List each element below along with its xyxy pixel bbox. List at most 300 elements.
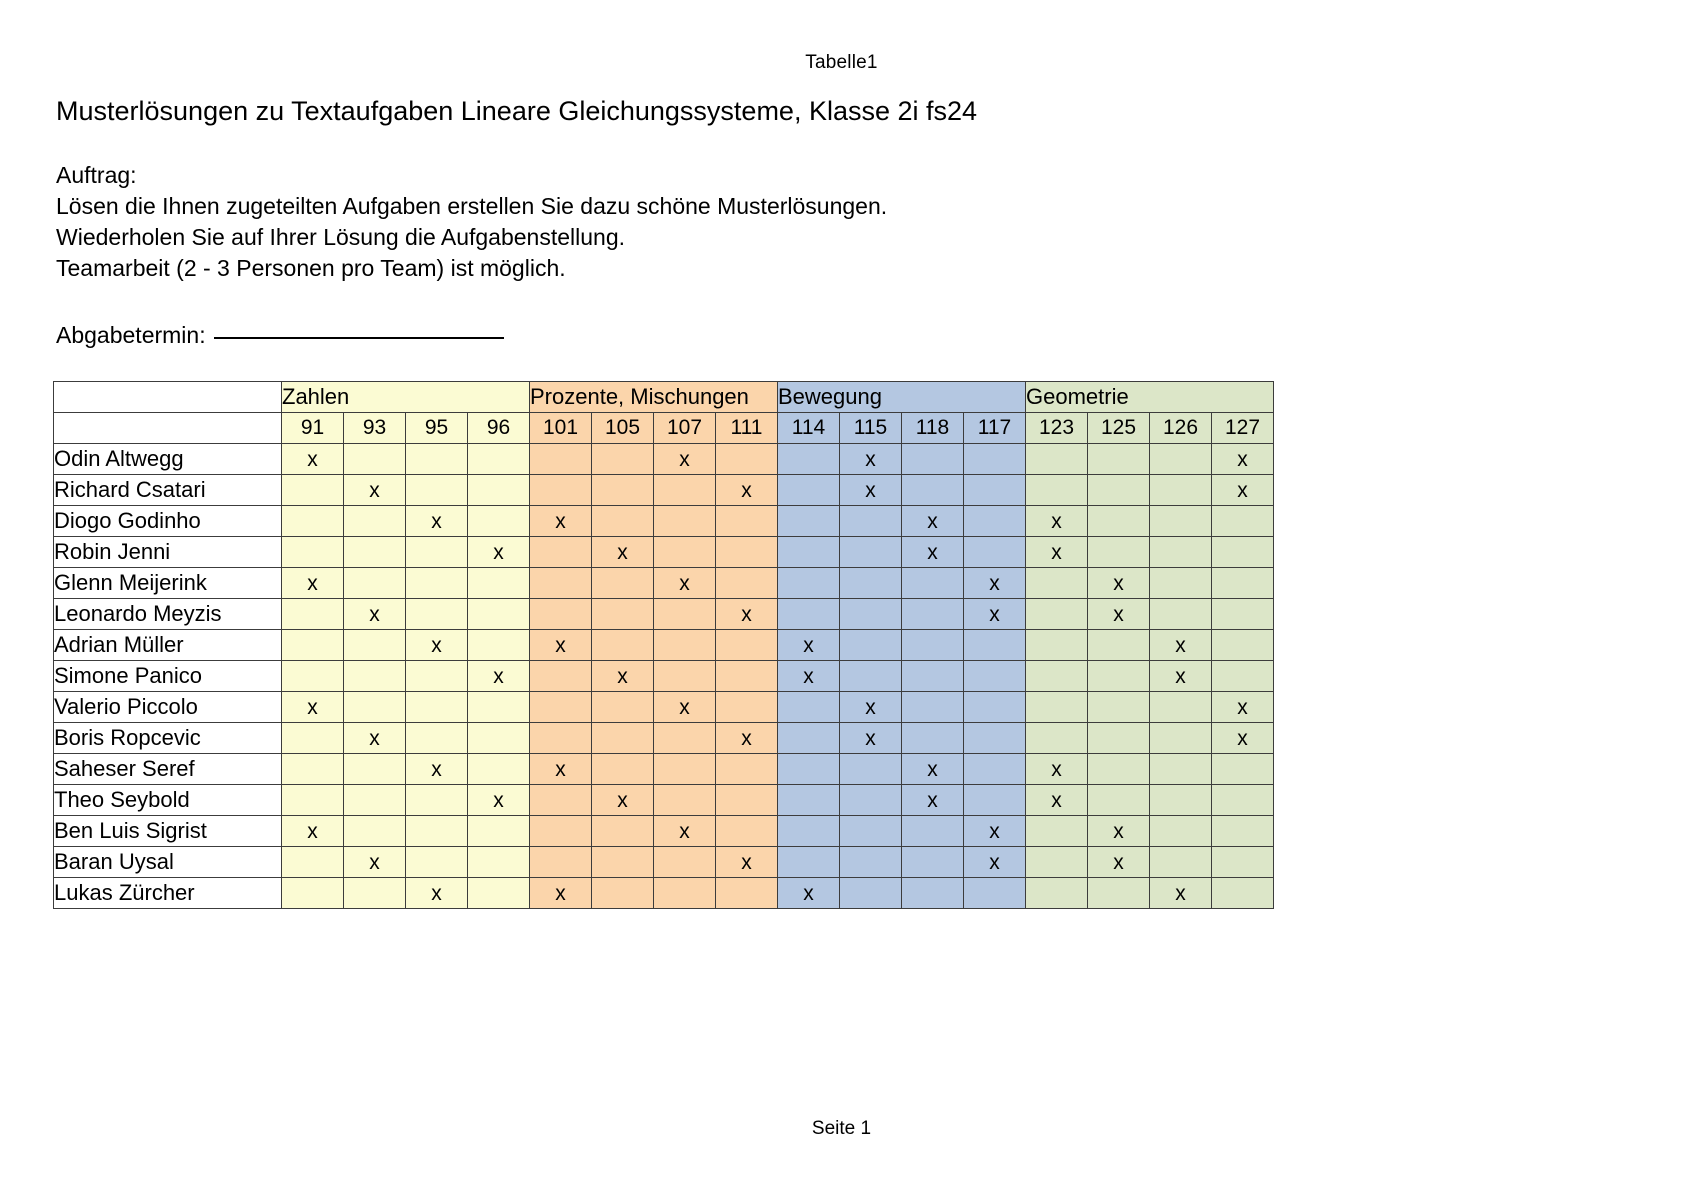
empty-cell [282, 537, 344, 568]
empty-cell [716, 506, 778, 537]
empty-cell [840, 537, 902, 568]
empty-cell [344, 568, 406, 599]
table-row [54, 537, 1274, 568]
empty-cell [468, 444, 530, 475]
assignment-mark-cell: x [530, 630, 592, 661]
assignment-mark-cell: x [468, 661, 530, 692]
assignment-mark-cell: x [840, 475, 902, 506]
assignment-mark-cell: x [778, 630, 840, 661]
assignment-mark-cell: x [1026, 785, 1088, 816]
empty-cell [468, 878, 530, 909]
table-row [54, 847, 1274, 878]
task-number-header-95: 95 [406, 413, 468, 444]
assignment-mark-cell: x [1026, 754, 1088, 785]
empty-cell [840, 754, 902, 785]
empty-cell [1026, 630, 1088, 661]
empty-cell [592, 475, 654, 506]
empty-cell [530, 475, 592, 506]
assignment-mark-cell: x [468, 785, 530, 816]
empty-cell [282, 506, 344, 537]
empty-cell [1026, 568, 1088, 599]
assignment-mark-cell: x [282, 444, 344, 475]
empty-cell [282, 785, 344, 816]
empty-cell [1088, 878, 1150, 909]
assignment-mark-cell: x [902, 506, 964, 537]
empty-cell [654, 754, 716, 785]
assignment-mark-cell: x [964, 599, 1026, 630]
empty-cell [1088, 475, 1150, 506]
empty-cell [778, 444, 840, 475]
empty-cell [964, 723, 1026, 754]
empty-cell [840, 661, 902, 692]
empty-cell [344, 444, 406, 475]
empty-cell [1150, 444, 1212, 475]
empty-cell [1150, 599, 1212, 630]
empty-cell [592, 847, 654, 878]
task-number-header-105: 105 [592, 413, 654, 444]
assignment-mark-cell: x [1088, 816, 1150, 847]
empty-cell [282, 723, 344, 754]
empty-cell [716, 785, 778, 816]
empty-cell [406, 537, 468, 568]
assignment-mark-cell: x [1212, 723, 1274, 754]
empty-cell [1026, 692, 1088, 723]
empty-cell [1150, 568, 1212, 599]
assignment-mark-cell: x [1026, 537, 1088, 568]
empty-cell [1212, 785, 1274, 816]
empty-cell [468, 475, 530, 506]
empty-cell [282, 754, 344, 785]
empty-cell [964, 506, 1026, 537]
empty-cell [468, 754, 530, 785]
student-name-cell: Glenn Meijerink [54, 568, 282, 599]
empty-cell [654, 847, 716, 878]
empty-cell [654, 475, 716, 506]
empty-cell [1150, 754, 1212, 785]
empty-cell [1026, 723, 1088, 754]
empty-cell [902, 692, 964, 723]
assignment-mark-cell: x [654, 444, 716, 475]
empty-cell [964, 475, 1026, 506]
group-header-prozente: Prozente, Mischungen [530, 382, 778, 413]
student-name-cell: Saheser Seref [54, 754, 282, 785]
assignment-mark-cell: x [716, 847, 778, 878]
assignment-mark-cell: x [1088, 847, 1150, 878]
empty-cell [964, 444, 1026, 475]
student-name-cell: Diogo Godinho [54, 506, 282, 537]
empty-cell [902, 444, 964, 475]
assignment-mark-cell: x [406, 506, 468, 537]
empty-cell [530, 599, 592, 630]
empty-cell [406, 692, 468, 723]
assignment-table [53, 381, 1274, 909]
empty-cell [902, 816, 964, 847]
empty-cell [1026, 475, 1088, 506]
empty-cell [344, 692, 406, 723]
empty-cell [592, 599, 654, 630]
empty-cell [1026, 661, 1088, 692]
empty-cell [592, 630, 654, 661]
assignment-mark-cell: x [344, 723, 406, 754]
assignment-mark-cell: x [778, 661, 840, 692]
empty-cell [1088, 444, 1150, 475]
assignment-mark-cell: x [1212, 692, 1274, 723]
empty-cell [592, 692, 654, 723]
empty-cell [1150, 785, 1212, 816]
empty-cell [1088, 661, 1150, 692]
empty-cell [1212, 506, 1274, 537]
empty-cell [716, 444, 778, 475]
empty-cell [654, 878, 716, 909]
empty-cell [1212, 816, 1274, 847]
student-name-cell: Richard Csatari [54, 475, 282, 506]
task-number-header-123: 123 [1026, 413, 1088, 444]
task-number-header-117: 117 [964, 413, 1026, 444]
empty-cell [840, 506, 902, 537]
assignment-mark-cell: x [902, 754, 964, 785]
empty-cell [1212, 754, 1274, 785]
empty-cell [1212, 878, 1274, 909]
assignment-mark-cell: x [406, 754, 468, 785]
instruction-line-2: Wiederholen Sie auf Ihrer Lösung die Aufgabenstellung. [56, 224, 626, 250]
table-row [54, 568, 1274, 599]
student-name-cell: Boris Ropcevic [54, 723, 282, 754]
table-row [54, 661, 1274, 692]
empty-cell [964, 878, 1026, 909]
sheet-tab-name: Tabelle1 [805, 52, 878, 73]
assignment-mark-cell: x [282, 568, 344, 599]
group-header-bewegung: Bewegung [778, 382, 1026, 413]
instruction-line-0: Auftrag: [56, 162, 137, 188]
table-row [54, 506, 1274, 537]
empty-cell [778, 723, 840, 754]
empty-cell [716, 568, 778, 599]
empty-cell [840, 847, 902, 878]
assignment-mark-cell: x [1150, 630, 1212, 661]
empty-cell [1026, 816, 1088, 847]
empty-cell [840, 785, 902, 816]
empty-cell [902, 630, 964, 661]
task-number-header-96: 96 [468, 413, 530, 444]
group-header-row [54, 382, 1274, 413]
student-name-cell: Baran Uysal [54, 847, 282, 878]
empty-cell [1026, 444, 1088, 475]
empty-cell [1212, 599, 1274, 630]
empty-cell [1088, 692, 1150, 723]
assignment-mark-cell: x [840, 692, 902, 723]
empty-cell [406, 661, 468, 692]
empty-cell [344, 506, 406, 537]
empty-cell [1088, 537, 1150, 568]
group-header-zahlen: Zahlen [282, 382, 530, 413]
table-row [54, 878, 1274, 909]
corner-blank-cell-2 [54, 413, 282, 444]
empty-cell [530, 444, 592, 475]
table-row [54, 754, 1274, 785]
page-footer: Seite 1 [811, 1118, 872, 1139]
table-row [54, 816, 1274, 847]
empty-cell [344, 878, 406, 909]
empty-cell [344, 661, 406, 692]
assignment-mark-cell: x [592, 537, 654, 568]
empty-cell [1088, 754, 1150, 785]
empty-cell [282, 599, 344, 630]
table-row [54, 785, 1274, 816]
empty-cell [592, 444, 654, 475]
table-row [54, 475, 1274, 506]
assignment-mark-cell: x [344, 475, 406, 506]
empty-cell [902, 475, 964, 506]
assignment-mark-cell: x [654, 692, 716, 723]
student-name-cell: Theo Seybold [54, 785, 282, 816]
empty-cell [530, 816, 592, 847]
empty-cell [778, 692, 840, 723]
empty-cell [1212, 568, 1274, 599]
student-name-cell: Adrian Müller [54, 630, 282, 661]
empty-cell [902, 568, 964, 599]
empty-cell [1212, 630, 1274, 661]
assignment-mark-cell: x [530, 506, 592, 537]
assignment-mark-cell: x [778, 878, 840, 909]
empty-cell [344, 630, 406, 661]
empty-cell [468, 599, 530, 630]
assignment-mark-cell: x [406, 630, 468, 661]
empty-cell [406, 568, 468, 599]
empty-cell [840, 816, 902, 847]
assignment-mark-cell: x [654, 816, 716, 847]
student-name-cell: Robin Jenni [54, 537, 282, 568]
empty-cell [344, 754, 406, 785]
empty-cell [902, 847, 964, 878]
deadline-blank-line [214, 337, 504, 339]
empty-cell [778, 568, 840, 599]
page-title: Musterlösungen zu Textaufgaben Lineare Gleichungssysteme, Klasse 2i fs24 [56, 96, 978, 126]
empty-cell [716, 661, 778, 692]
empty-cell [468, 506, 530, 537]
student-name-cell: Leonardo Meyzis [54, 599, 282, 630]
assignment-mark-cell: x [344, 599, 406, 630]
empty-cell [964, 630, 1026, 661]
task-number-header-row [54, 413, 1274, 444]
empty-cell [406, 816, 468, 847]
empty-cell [344, 816, 406, 847]
assignment-mark-cell: x [592, 661, 654, 692]
student-name-cell: Simone Panico [54, 661, 282, 692]
assignment-mark-cell: x [654, 568, 716, 599]
empty-cell [1150, 816, 1212, 847]
table-row [54, 723, 1274, 754]
empty-cell [530, 847, 592, 878]
task-number-header-115: 115 [840, 413, 902, 444]
empty-cell [1026, 847, 1088, 878]
empty-cell [530, 661, 592, 692]
empty-cell [778, 785, 840, 816]
empty-cell [778, 537, 840, 568]
assignment-mark-cell: x [1088, 568, 1150, 599]
empty-cell [1150, 692, 1212, 723]
empty-cell [716, 878, 778, 909]
empty-cell [530, 568, 592, 599]
assignment-mark-cell: x [468, 537, 530, 568]
empty-cell [778, 506, 840, 537]
empty-cell [902, 878, 964, 909]
assignment-mark-cell: x [592, 785, 654, 816]
empty-cell [716, 537, 778, 568]
empty-cell [840, 630, 902, 661]
table-row [54, 692, 1274, 723]
empty-cell [902, 723, 964, 754]
empty-cell [282, 661, 344, 692]
empty-cell [902, 599, 964, 630]
empty-cell [1150, 475, 1212, 506]
empty-cell [592, 878, 654, 909]
task-number-header-91: 91 [282, 413, 344, 444]
empty-cell [964, 692, 1026, 723]
empty-cell [468, 692, 530, 723]
empty-cell [840, 599, 902, 630]
empty-cell [530, 723, 592, 754]
assignment-mark-cell: x [1026, 506, 1088, 537]
empty-cell [654, 723, 716, 754]
empty-cell [840, 568, 902, 599]
instruction-line-3: Teamarbeit (2 - 3 Personen pro Team) ist möglich. [56, 255, 566, 281]
empty-cell [468, 847, 530, 878]
empty-cell [1026, 878, 1088, 909]
empty-cell [654, 537, 716, 568]
deadline-label: Abgabetermin: [56, 322, 206, 348]
empty-cell [592, 568, 654, 599]
assignment-mark-cell: x [716, 599, 778, 630]
empty-cell [1150, 723, 1212, 754]
student-name-cell: Odin Altwegg [54, 444, 282, 475]
empty-cell [468, 630, 530, 661]
empty-cell [1088, 630, 1150, 661]
assignment-mark-cell: x [530, 878, 592, 909]
empty-cell [654, 599, 716, 630]
empty-cell [1212, 847, 1274, 878]
empty-cell [1088, 723, 1150, 754]
empty-cell [592, 754, 654, 785]
empty-cell [468, 723, 530, 754]
empty-cell [716, 692, 778, 723]
task-number-header-111: 111 [716, 413, 778, 444]
empty-cell [778, 599, 840, 630]
empty-cell [964, 537, 1026, 568]
empty-cell [282, 878, 344, 909]
assignment-mark-cell: x [1150, 878, 1212, 909]
assignment-mark-cell: x [964, 816, 1026, 847]
empty-cell [1150, 506, 1212, 537]
task-number-header-101: 101 [530, 413, 592, 444]
empty-cell [716, 754, 778, 785]
empty-cell [530, 537, 592, 568]
empty-cell [406, 723, 468, 754]
assignment-matrix [53, 381, 1274, 909]
assignment-mark-cell: x [1088, 599, 1150, 630]
group-header-geometrie: Geometrie [1026, 382, 1274, 413]
empty-cell [282, 475, 344, 506]
empty-cell [1150, 537, 1212, 568]
assignment-mark-cell: x [1212, 475, 1274, 506]
task-number-header-126: 126 [1150, 413, 1212, 444]
student-name-cell: Ben Luis Sigrist [54, 816, 282, 847]
empty-cell [468, 568, 530, 599]
instruction-line-1: Lösen die Ihnen zugeteilten Aufgaben erstellen Sie dazu schöne Musterlösungen. [56, 193, 888, 219]
empty-cell [406, 475, 468, 506]
empty-cell [964, 785, 1026, 816]
empty-cell [406, 444, 468, 475]
task-number-header-118: 118 [902, 413, 964, 444]
empty-cell [778, 475, 840, 506]
assignment-mark-cell: x [530, 754, 592, 785]
empty-cell [1212, 537, 1274, 568]
empty-cell [840, 878, 902, 909]
empty-cell [406, 785, 468, 816]
assignment-instructions [56, 160, 887, 284]
empty-cell [1088, 785, 1150, 816]
empty-cell [406, 599, 468, 630]
deadline-row [56, 322, 504, 349]
assignment-mark-cell: x [840, 444, 902, 475]
empty-cell [964, 754, 1026, 785]
empty-cell [902, 661, 964, 692]
empty-cell [344, 785, 406, 816]
empty-cell [778, 754, 840, 785]
assignment-mark-cell: x [840, 723, 902, 754]
assignment-mark-cell: x [282, 816, 344, 847]
assignment-mark-cell: x [1212, 444, 1274, 475]
assignment-mark-cell: x [716, 475, 778, 506]
corner-blank-cell [54, 382, 282, 413]
empty-cell [964, 661, 1026, 692]
empty-cell [1212, 661, 1274, 692]
empty-cell [1150, 847, 1212, 878]
assignment-mark-cell: x [344, 847, 406, 878]
empty-cell [592, 723, 654, 754]
task-number-header-114: 114 [778, 413, 840, 444]
task-number-header-93: 93 [344, 413, 406, 444]
assignment-mark-cell: x [716, 723, 778, 754]
empty-cell [654, 661, 716, 692]
empty-cell [1088, 506, 1150, 537]
empty-cell [406, 847, 468, 878]
assignment-mark-cell: x [282, 692, 344, 723]
empty-cell [344, 537, 406, 568]
empty-cell [654, 630, 716, 661]
task-number-header-107: 107 [654, 413, 716, 444]
student-name-cell: Lukas Zürcher [54, 878, 282, 909]
empty-cell [468, 816, 530, 847]
empty-cell [592, 816, 654, 847]
empty-cell [778, 816, 840, 847]
table-row [54, 599, 1274, 630]
task-number-header-125: 125 [1088, 413, 1150, 444]
empty-cell [716, 816, 778, 847]
assignment-mark-cell: x [964, 568, 1026, 599]
empty-cell [654, 785, 716, 816]
empty-cell [530, 785, 592, 816]
assignment-mark-cell: x [902, 785, 964, 816]
table-row [54, 444, 1274, 475]
empty-cell [282, 630, 344, 661]
empty-cell [716, 630, 778, 661]
student-name-cell: Valerio Piccolo [54, 692, 282, 723]
empty-cell [1026, 599, 1088, 630]
table-row [54, 630, 1274, 661]
assignment-mark-cell: x [406, 878, 468, 909]
task-number-header-127: 127 [1212, 413, 1274, 444]
assignment-mark-cell: x [964, 847, 1026, 878]
